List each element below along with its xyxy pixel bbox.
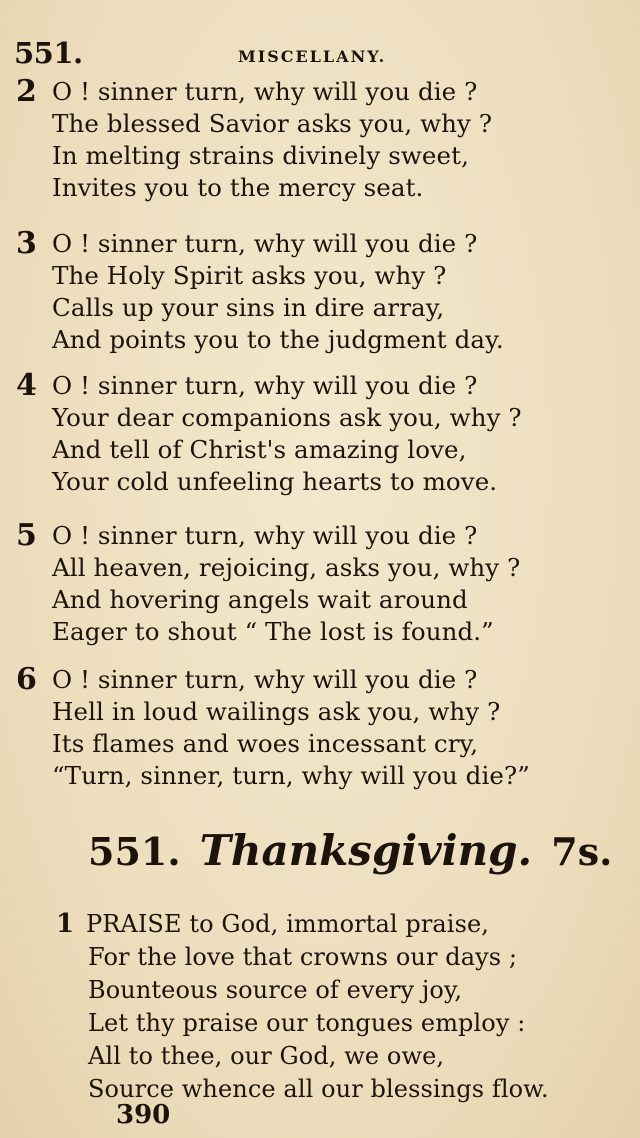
- verse-line: Bounteous source of every joy,: [88, 976, 463, 1004]
- stanza-lines: [52, 370, 626, 498]
- stanza-number: 5: [16, 518, 37, 553]
- stanza-number: 3: [16, 226, 37, 261]
- verse-line: And hovering angels wait around: [52, 585, 468, 614]
- verse-line: Eager to shout “ The lost is found.”: [52, 617, 494, 646]
- stanza-lines: [52, 520, 626, 648]
- verse-line: In melting strains divinely sweet,: [52, 141, 469, 170]
- stanza-lines: [52, 228, 626, 356]
- running-head: [14, 36, 614, 72]
- verse-line: The Holy Spirit asks you, why ?: [52, 261, 447, 290]
- verse-line: O ! sinner turn, why will you die ?: [52, 521, 478, 550]
- stanza-number: 1: [56, 909, 75, 939]
- verse-line: “Turn, sinner, turn, why will you die?”: [52, 761, 530, 790]
- verse-line: Your cold unfeeling hearts to move.: [52, 467, 498, 496]
- verse-line: O ! sinner turn, why will you die ?: [52, 229, 478, 258]
- verse-line: Let thy praise our tongues employ :: [88, 1009, 526, 1037]
- verse-line: Calls up your sins in dire array,: [52, 293, 445, 322]
- verse-line: The blessed Savior asks you, why ?: [52, 109, 493, 138]
- verse-line: And tell of Christ's amazing love,: [52, 435, 467, 464]
- stanza-lines: [52, 664, 626, 792]
- hymn-header: [88, 826, 613, 886]
- verse-line: Your dear companions ask you, why ?: [52, 403, 522, 432]
- verse-line: All to thee, our God, we owe,: [88, 1042, 445, 1070]
- verse-line: Source whence all our blessings flow.: [88, 1075, 549, 1103]
- hymn-meter: 7s.: [551, 829, 613, 874]
- stanza-number: 2: [16, 74, 37, 109]
- running-head-title: MISCELLANY.: [238, 47, 387, 66]
- verse-line: And points you to the judgment day.: [52, 325, 504, 354]
- verse-line: O ! sinner turn, why will you die ?: [52, 665, 478, 694]
- verse-line: All heaven, rejoicing, asks you, why ?: [52, 553, 521, 582]
- verse-line: Hell in loud wailings ask you, why ?: [52, 697, 501, 726]
- verse-line: Invites you to the mercy seat.: [52, 173, 424, 202]
- running-head-number: 551.: [14, 36, 83, 70]
- verse-line: PRAISE to God, immortal praise,: [86, 910, 490, 938]
- page-number: 390: [116, 1100, 171, 1130]
- stanza-lines: [52, 76, 626, 204]
- hymn-title: Thanksgiving.: [199, 826, 533, 875]
- verse-line: O ! sinner turn, why will you die ?: [52, 371, 478, 400]
- hymn-number: 551.: [88, 829, 181, 874]
- verse-line: Its flames and woes incessant cry,: [52, 729, 479, 758]
- stanza-number: 6: [16, 662, 37, 697]
- verse-line: O ! sinner turn, why will you die ?: [52, 77, 478, 106]
- stanza-lines: [86, 908, 626, 1106]
- stanza-number: 4: [16, 368, 37, 403]
- verse-line: For the love that crowns our days ;: [88, 943, 518, 971]
